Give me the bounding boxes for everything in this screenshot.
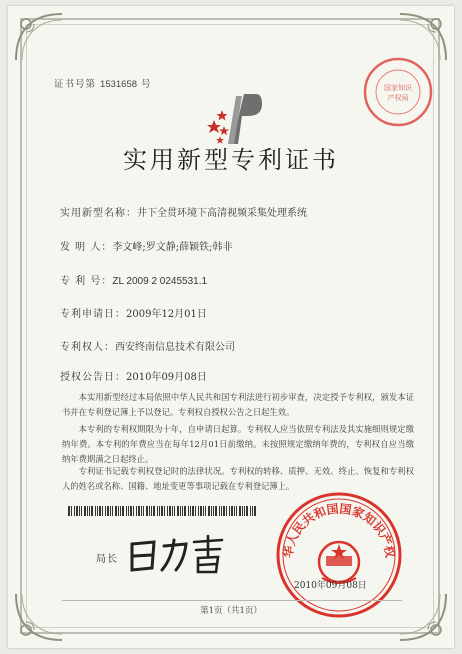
utility-model-name-value: 井下全贯环境下高清视频采集处理系统 [137,208,307,219]
page-number: 第1页（共1页） [200,606,262,616]
grant-date-value: 2010年09月08日 [126,372,207,383]
utility-model-name-row [60,204,307,219]
patent-number-label: 专 利 号： [60,276,113,287]
patent-number-value: ZL 2009 2 0245531.1 [112,276,208,287]
patent-number-row [60,272,207,287]
inventor-row [60,238,232,253]
issue-date: 2010年09月08日 [294,581,367,591]
certificate-number-suffix: 号 [141,79,152,90]
filing-date-label: 专利申请日： [60,309,126,320]
certificate-number-label: 证书号第 [54,79,97,90]
certificate-sheet [8,6,454,648]
body-paragraph-3: 专利证书记载专利权登记时的法律状况。专利权的转移、质押、无效、终止、恢复和专利权人的姓名或名称、国籍、地址变更等事项记载在专利登记簿上。 [62,466,414,491]
grant-date-row [60,368,207,383]
corner-ornament-icon [12,10,66,64]
director-label: 局长 [96,554,118,565]
patentee-label: 专利权人： [60,342,115,353]
patentee-value: 西安终南信息技术有限公司 [115,342,235,353]
inventor-value: 李文峰;罗文静;薛颖铁;韩非 [112,242,233,253]
footer-divider [62,600,402,601]
grant-date-label: 授权公告日： [60,372,126,383]
utility-model-name-label: 实用新型名称： [60,208,137,219]
patent-office-small-seal-icon [362,56,434,128]
page-title: 实用新型专利证书 [123,146,339,174]
barcode [68,501,258,511]
corner-ornament-icon [396,590,450,644]
certificate-number-value: 1531658 [100,79,138,90]
filing-date-value: 2009年12月01日 [126,309,207,320]
svg-text:国家知识: 国家知识 [384,84,412,92]
svg-text:中华人民共和国国家知识产权局: 华人民共和国国家知识产权 [280,501,398,559]
body-paragraph-1: 本实用新型经过本局依照中华人民共和国专利法进行初步审查，决定授予专利权，颁发本证书并在专利登记簿上予以登记。专利权自授权公告之日起生效。 [62,392,414,417]
inventor-label: 发 明 人： [60,242,113,253]
certificate-number [54,76,152,90]
svg-text:产权局: 产权局 [387,94,409,102]
filing-date-row [60,305,207,320]
corner-ornament-icon [12,590,66,644]
body-paragraph-2: 本专利的专利权期限为十年，自申请日起算。专利权人应当依照专利法及其实施细则规定缴纳年费。本专利的年费应当在每年12月01日前缴纳。未按照规定缴纳年费的，专利权自应当缴纳年费期满之日起终止。 [62,424,414,464]
director-signature [124,530,234,576]
patentee-row [60,338,235,353]
